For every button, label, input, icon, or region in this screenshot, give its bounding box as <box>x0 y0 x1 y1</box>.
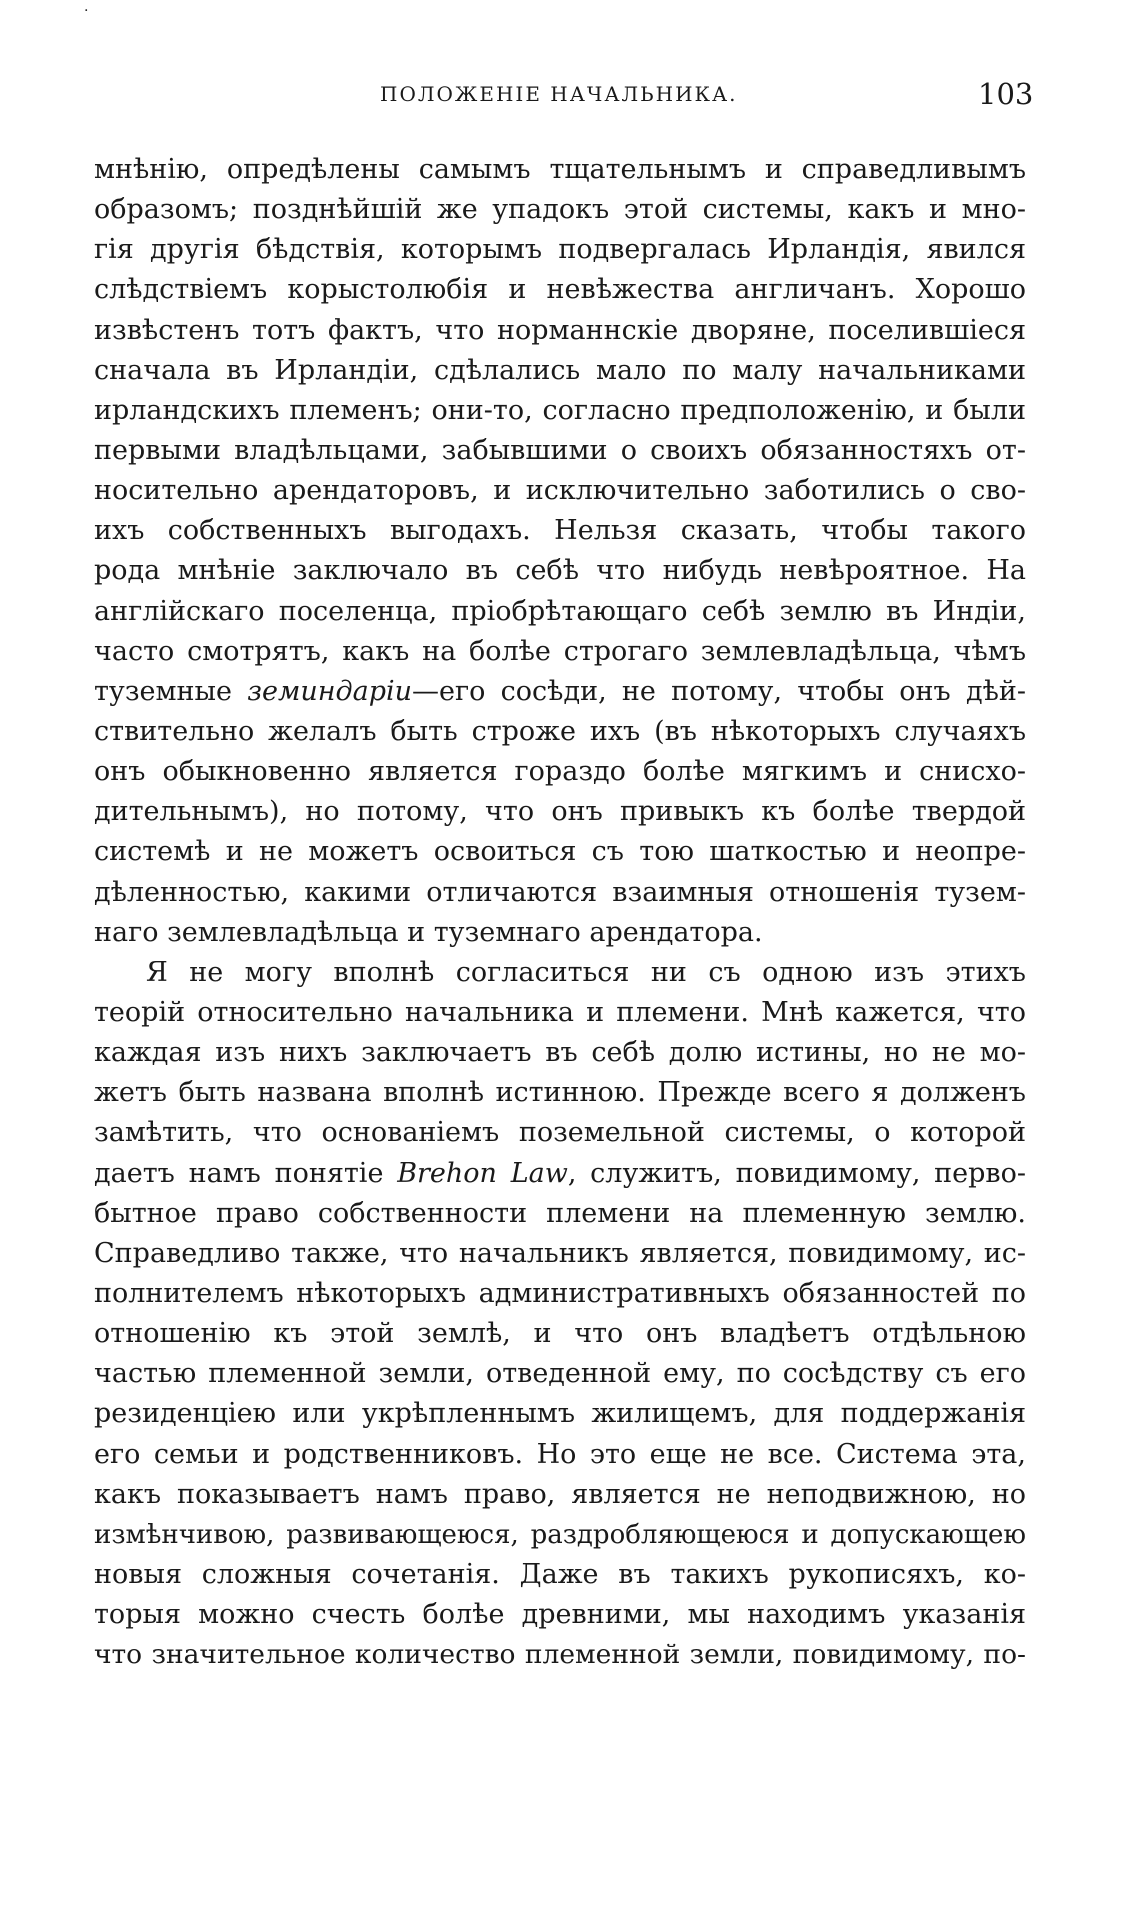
text-line-34: какъ показываетъ намъ право, является не неподвижною, но <box>94 1478 1026 1510</box>
text-line-4: слѣдствіемъ корыстолюбія и невѣжества англичанъ. Хорошо <box>94 274 1026 306</box>
text-line-18: системѣ и не можетъ освоиться съ тою шаткостью и неопре- <box>94 836 1026 868</box>
text-line-24: жетъ быть названа вполнѣ истинною. Прежде всего я долженъ <box>94 1077 1026 1109</box>
italic-term-zemindars: земиндаріи <box>247 675 413 707</box>
text-line-14 <box>94 672 1026 712</box>
italic-term-brehon-law: Brehon Law <box>397 1157 568 1189</box>
text-line-7: ирландскихъ племенъ; они-то, согласно предположенію, и были <box>94 394 1026 426</box>
text-line-6: сначала въ Ирландіи, сдѣлались мало по малу начальниками <box>94 354 1026 386</box>
text-segment: туземные <box>94 675 248 707</box>
text-line-22: теорій относительно начальника и племени. Мнѣ кажется, что <box>94 996 1026 1028</box>
text-line-28: Справедливо также, что начальникъ является, повидимому, ис- <box>94 1237 1026 1269</box>
edge-mark: . <box>84 0 89 15</box>
running-head: ПОЛОЖЕНІЕ НАЧАЛЬНИКА. <box>380 82 738 106</box>
text-line-3: гія другія бѣдствія, которымъ подвергалась Ирландія, явился <box>94 234 1026 266</box>
text-line-1: мнѣнію, опредѣлены самымъ тщательнымъ и справедливымъ <box>94 154 1026 185</box>
text-line-16: онъ обыкновенно является гораздо болѣе мягкимъ и снисхо- <box>94 756 1026 788</box>
text-segment: —его сосѣди, не потому, чтобы онъ дѣй- <box>412 675 1026 707</box>
text-line-9: носительно арендаторовъ, и исключительно заботились о сво- <box>94 475 1026 507</box>
text-line-27: бытное право собственности племени на племенную землю. <box>94 1197 1026 1229</box>
text-line-13: часто смотрятъ, какъ на болѣе строгаго землевладѣльца, чѣмъ <box>94 635 1026 667</box>
text-line-8: первыми владѣльцами, забывшими о своихъ обязанностяхъ от- <box>94 434 1026 466</box>
page-number: 103 <box>978 77 1034 111</box>
text-line-21: Я не могу вполнѣ согласиться ни съ одною изъ этихъ <box>146 956 1026 988</box>
text-line-38: что значительное количество племенной земли, повидимому, по- <box>94 1639 1026 1671</box>
text-line-11: рода мнѣніе заключало въ себѣ что нибудь невѣроятное. На <box>94 555 1026 587</box>
text-line-15: ствительно желалъ быть строже ихъ (въ нѣкоторыхъ случаяхъ <box>94 715 1026 747</box>
text-line-23: каждая изъ нихъ заключаетъ въ себѣ долю истины, но не мо- <box>94 1037 1026 1069</box>
text-line-5: извѣстенъ тотъ фактъ, что норманнскіе дворяне, поселившіеся <box>94 314 1026 346</box>
body-text <box>94 150 1026 1675</box>
text-line-35: измѣнчивою, развивающеюся, раздробляющеюся и допускающею <box>94 1519 1026 1550</box>
text-segment: , служитъ, повидимому, перво- <box>567 1157 1026 1189</box>
text-line-36: новыя сложныя сочетанія. Даже въ такихъ рукописяхъ, ко- <box>94 1558 1026 1590</box>
text-line-29: полнителемъ нѣкоторыхъ административныхъ обязанностей по <box>94 1277 1026 1309</box>
text-line-19: дѣленностью, какими отличаются взаимныя отношенія тузем- <box>94 876 1026 908</box>
text-line-31: частью племенной земли, отведенной ему, по сосѣдству съ его <box>94 1358 1026 1390</box>
text-line-17: дительнымъ), но потому, что онъ привыкъ къ болѣе твердой <box>94 796 1026 828</box>
text-segment: даетъ намъ понятіе <box>94 1157 398 1189</box>
text-line-32: резиденціею или укрѣпленнымъ жилищемъ, для поддержанія <box>94 1398 1026 1430</box>
text-line-33: его семьи и родственниковъ. Но это еще не все. Система эта, <box>94 1438 1026 1470</box>
text-line-12: англійскаго поселенца, пріобрѣтающаго себѣ землю въ Индіи, <box>94 595 1026 627</box>
text-line-20: наго землевладѣльца и туземнаго арендатора. <box>94 916 763 948</box>
text-line-37: торыя можно счесть болѣе древними, мы находимъ указанія <box>94 1599 1026 1631</box>
text-line-30: отношенію къ этой землѣ, и что онъ владѣетъ отдѣльною <box>94 1318 1026 1350</box>
text-line-25: замѣтить, что основаніемъ поземельной системы, о которой <box>94 1117 1026 1149</box>
text-line-2: образомъ; позднѣйшій же упадокъ этой системы, какъ и мно- <box>94 194 1026 226</box>
text-line-26 <box>94 1154 1026 1194</box>
text-line-10: ихъ собственныхъ выгодахъ. Нельзя сказать, чтобы такого <box>94 515 1026 547</box>
